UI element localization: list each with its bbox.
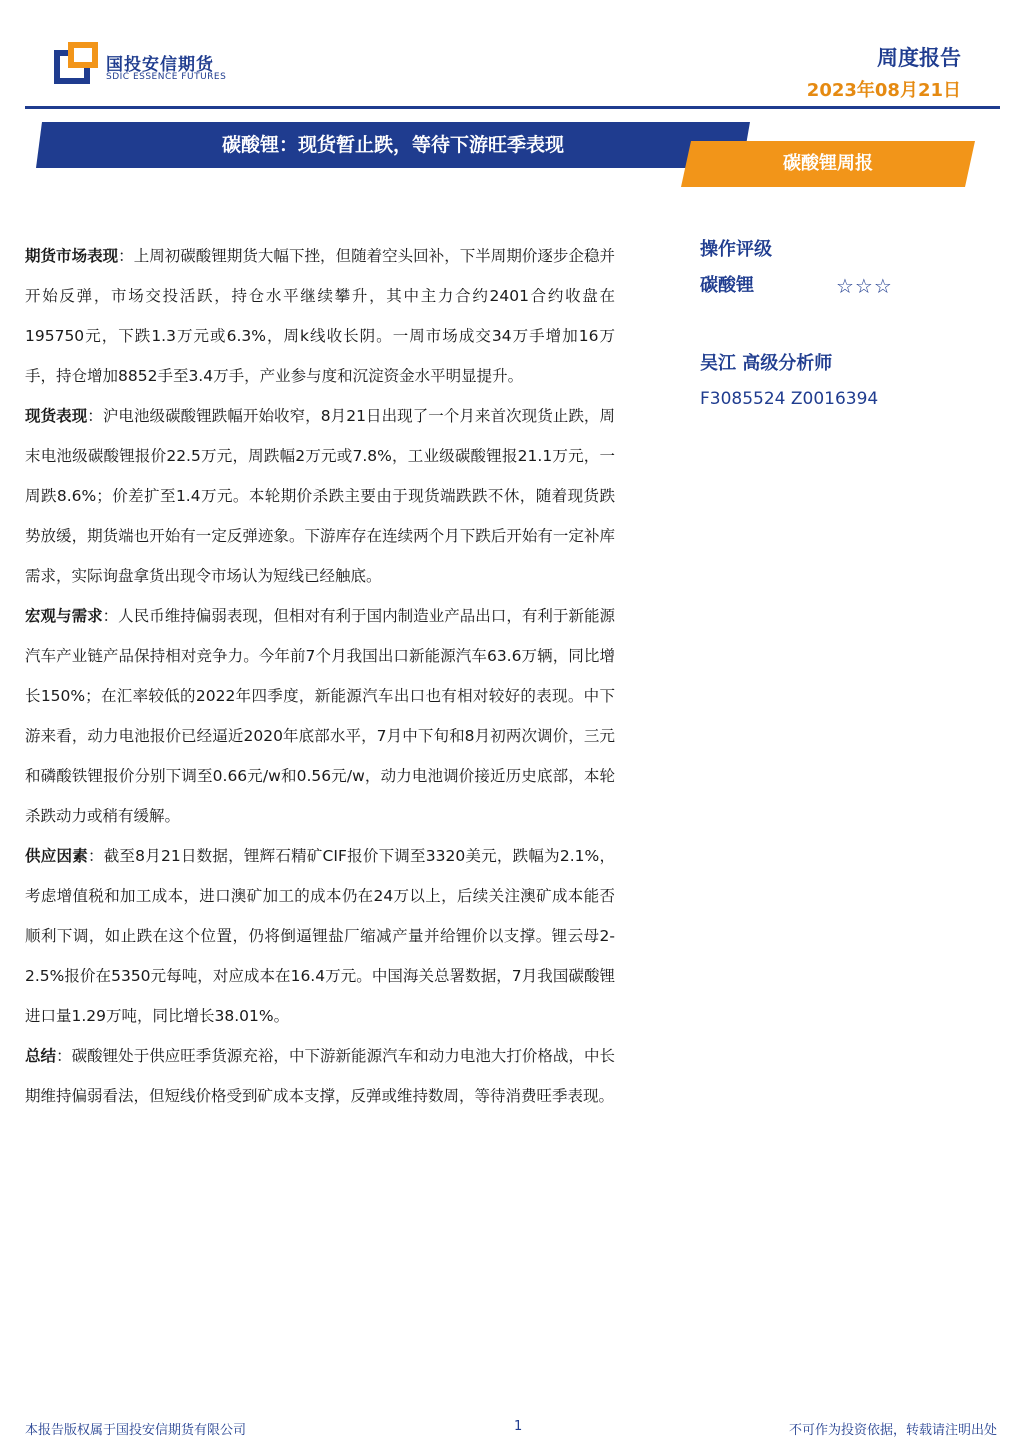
sidebar <box>700 232 970 416</box>
section-heading: 现货表现 <box>25 407 88 425</box>
section-heading: 宏观与需求 <box>25 607 103 625</box>
footer-disclaimer: 不可作为投资依据，转载请注明出处 <box>788 1423 997 1438</box>
section-text: ：碳酸锂处于供应旺季货源充裕，中下游新能源汽车和动力电池大打价格战，中长期维持偏弱看法，但短线价格受到矿成本支撑，反弹或维持数周，等待消费旺季表现。 <box>25 1047 615 1105</box>
header-divider <box>25 106 1000 109</box>
report-date: 2023年08月21日 <box>806 80 961 101</box>
report-type: 周度报告 <box>877 46 961 70</box>
logo-english-name: SDIC ESSENCE FUTURES <box>106 72 227 82</box>
report-body <box>25 236 615 1116</box>
section-futures-market <box>25 236 615 396</box>
section-heading: 期货市场表现 <box>25 247 119 265</box>
section-summary <box>25 1036 615 1116</box>
rating-title: 操作评级 <box>700 239 772 260</box>
analyst-name: 吴江 高级分析师 <box>700 353 833 374</box>
section-macro-demand <box>25 596 615 836</box>
section-heading: 总结 <box>25 1047 57 1065</box>
report-title: 碳酸锂：现货暂止跌，等待下游旺季表现 <box>221 134 564 156</box>
rating-row <box>700 268 970 304</box>
section-heading: 供应因素 <box>25 847 88 865</box>
analyst-ids: F3085524 Z0016394 <box>700 389 879 409</box>
page-number: 1 <box>514 1419 523 1434</box>
footer-copyright: 本报告版权属于国投安信期货有限公司 <box>25 1423 247 1438</box>
company-logo <box>54 42 244 88</box>
section-supply <box>25 836 615 1036</box>
section-text: ：截至8月21日数据，锂辉石精矿CIF报价下调至3320美元，跌幅为2.1%，考虑增值税和加工成本，进口澳矿加工的成本仍在24万以上，后续关注澳矿成本能否顺利下调，如止跌在这个位置，仍将倒逼锂盐厂缩减产量并给锂价以支撑。锂云母2-2.5%报价在5350元每吨，对应成本在16.4万元。中国海关总署数据，7月我国碳酸锂进口量1.29万吨，同比增长38.01%。 <box>25 847 615 1025</box>
logo-mark-icon <box>54 42 98 84</box>
logo-chinese-name: 国投安信期货 <box>106 55 214 75</box>
rating-item: 碳酸锂 <box>700 275 754 296</box>
category-tag-label: 碳酸锂周报 <box>783 153 873 174</box>
section-text: ：沪电池级碳酸锂跌幅开始收窄，8月21日出现了一个月来首次现货止跌，周末电池级碳酸锂报价22.5万元，周跌幅2万元或7.8%，工业级碳酸锂报21.1万元，一周跌8.6%；价差扩至1.4万元。本轮期价杀跌主要由于现货端跌跌不休，随着现货跌势放缓，期货端也开始有一定反弹迹象。下游库存在连续两个月下跌后开始有一定补库需求，实际询盘拿货出现令市场认为短线已经触底。 <box>25 407 615 585</box>
section-text: ：人民币维持偏弱表现，但相对有利于国内制造业产品出口，有利于新能源汽车产业链产品保持相对竞争力。今年前7个月我国出口新能源汽车63.6万辆，同比增长150%；在汇率较低的2022年四季度，新能源汽车出口也有相对较好的表现。中下游来看，动力电池报价已经逼近2020年底部水平，7月中下旬和8月初两次调价，三元和磷酸铁锂报价分别下调至0.66元/w和0.56元/w，动力电池调价接近历史底部，本轮杀跌动力或稍有缓解。 <box>25 607 615 825</box>
section-text: ：上周初碳酸锂期货大幅下挫，但随着空头回补，下半周期价逐步企稳并开始反弹，市场交投活跃，持仓水平继续攀升，其中主力合约2401合约收盘在195750元，下跌1.3万元或6.3%，周k线收长阴。一周市场成交34万手增加16万手，持仓增加8852手至3.4万手，产业参与度和沉淀资金水平明显提升。 <box>25 247 615 385</box>
section-spot-market <box>25 396 615 596</box>
rating-stars-icon: ☆☆☆ <box>836 274 893 298</box>
